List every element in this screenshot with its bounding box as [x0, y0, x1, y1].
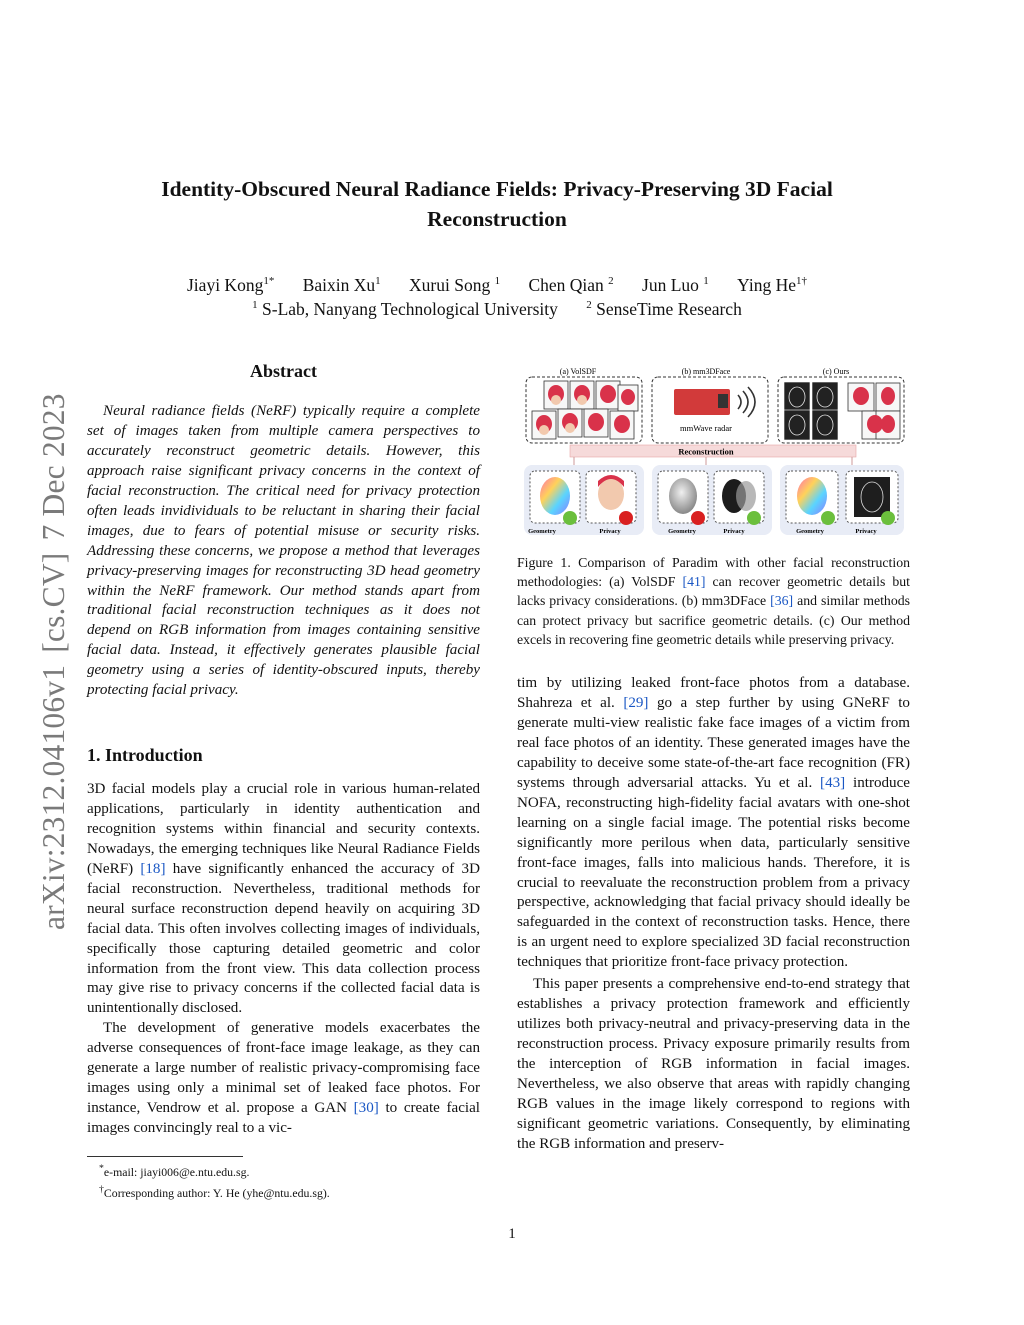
- paper-title: Identity-Obscured Neural Radiance Fields: Privacy-Preserving 3D Facial Reconstruction: [161, 177, 833, 231]
- figure-label-ours: (c) Ours: [822, 367, 850, 376]
- author: Baixin Xu$^1$: [302, 274, 381, 295]
- right-paragraph-2: This paper presents a comprehensive end-to-end strategy that establishes a privacy protection framework and efficiently utilizes both privacy-neutral and privacy-preserving data in the reconstruction process. Privacy exposure primarily results from the interception of RGB information in facial images. Nevertheless, we also observe that areas with rapidly changing RGB values in the image likely correspond to regions with significant geometric variations. Consequently, by eliminating the RGB information and preserv-: [517, 976, 910, 1152]
- figure-label-volsdf: (a) VolSDF: [559, 367, 597, 376]
- citation-link[interactable]: [36]: [770, 593, 794, 609]
- privacy-label: Privacy: [855, 528, 877, 535]
- cross-badge: [691, 511, 705, 525]
- right-paragraph-1: tim by utilizing leaked front-face photos from a database. Shahreza et al. [29] go a step further by using GNeRF to generate multi-view realistic fake face images of a victim from real face photos of an identity. These generated images have the capability to deceive some state-of-the-art face recognition (FR) systems through adversarial attacks. Yu et al. [43] introduce NOFA, reconstructing high-fidelity facial avatars with one-shot learning on a single facial image. The potential risks become significantly more perilous when data, particularly sensitive front-face images, falls into malicious hands. Therefore, it is crucial to reevaluate the reconstruction problem from a privacy perspective, acknowledging that facial privacy should ideally be safeguarded in the context of reconstruction tasks. Hence, there is an urgent need to explore specialized 3D facial reconstruction techniques that prioritize front-face privacy protection.: [517, 675, 911, 971]
- citation-link[interactable]: [29]: [623, 694, 649, 711]
- obscured-face-grid: [784, 382, 838, 440]
- citation-link[interactable]: [30]: [353, 1100, 379, 1117]
- intro-paragraph-2: The development of generative models exacerbates the adverse consequences of front-face image leakage, as they can generate a large number of realistic privacy-compromising face images using only a minimal set of leaked face photos. For instance, Vendrow et al. propose a GAN [30] to create facial images convincingly real to a vic-: [87, 1020, 480, 1137]
- geometry-render: [797, 477, 827, 515]
- geometry-label: Geometry: [668, 528, 696, 535]
- author: Jun Luo $^1$: [642, 274, 709, 295]
- privacy-label: Privacy: [723, 528, 745, 535]
- geometry-render: [540, 477, 570, 515]
- check-badge: [747, 511, 761, 525]
- author: Chen Qian $^2$: [528, 274, 614, 295]
- affiliation: $^1$ S-Lab, Nanyang Technological University: [252, 298, 558, 319]
- check-badge: [881, 511, 895, 525]
- footnote-email: *e-mail: jiayi006@e.ntu.edu.sg.: [99, 1163, 250, 1179]
- introduction-section: [87, 746, 480, 1139]
- citation-link[interactable]: [41]: [682, 574, 706, 590]
- radar-label: mmWave radar: [680, 423, 732, 433]
- figure-1-caption: Figure 1. Comparison of Paradim with other facial reconstruction methodologies: (a) VolSDF [41] can recover geometric details but lacks privacy considerations. (b) mm3DFace [36] and similar methods can protect privacy but sacrifice geometric details. (c) Our method excels in recovering fine geometric details while preserving privacy.: [517, 555, 910, 647]
- abstract-text: Neural radiance fields (NeRF) typically require a complete set of images taken from multiple camera perspectives to accurately reconstruct geometric details. However, this approach raise significant privacy concerns in the context of facial reconstruction. The critical need for privacy protection often leads invidividuals to be reluctant in sharing their facial images, due to fears of potential misuse or security risks. Addressing these concerns, we propose a method that leverages privacy-preserving images for reconstructing 3D head geometry within the NeRF framework. Our method stands apart from traditional facial reconstruction techniques as it does not depend on RGB information from images containing sensitive facial data. Instead, it effectively generates plausible facial geometry using a series of identity-obscured inputs, thereby protecting facial privacy.: [87, 402, 480, 699]
- reconstruction-label: Reconstruction: [678, 446, 734, 457]
- figure-label-mm3dface: (b) mm3DFace: [681, 367, 731, 376]
- arxiv-stamp: [36, 381, 72, 930]
- abstract-section: [87, 362, 480, 701]
- right-column-body: [517, 674, 910, 1155]
- introduction-heading: 1. Introduction: [87, 745, 203, 765]
- arxiv-date: 7 Dec 2023: [36, 393, 71, 541]
- geometry-render: [669, 478, 697, 514]
- geometry-label: Geometry: [528, 528, 556, 535]
- affiliations: [60, 294, 934, 321]
- page-number: 1: [508, 1226, 516, 1242]
- citation-link[interactable]: [18]: [140, 860, 166, 877]
- footnotes: [87, 1160, 480, 1202]
- intro-paragraph-1: 3D facial models play a crucial role in various human-related applications, particularly in identity authentication and recognition systems within financial and security contexts. Nowadays, the emerging techniques like Neural Radiance Fields (NeRF) [18] have significantly enhanced the accuracy of 3D facial reconstruction. Nevertheless, traditional methods for neural surface reconstruction depend heavily on acquiring 3D facial data. This often involves collecting images of individuals, specifically those capturing detailed geometric and color information from the front view. This data collection process may give rise to privacy concerns if the collected facial data is unintentionally disclosed.: [87, 780, 480, 1017]
- privacy-label: Privacy: [599, 528, 621, 535]
- author-list: [60, 270, 934, 297]
- check-badge: [563, 511, 577, 525]
- cross-badge: [619, 511, 633, 525]
- check-badge: [821, 511, 835, 525]
- arxiv-id: arXiv:2312.04106v1: [36, 664, 71, 930]
- affiliation: $^2$ SenseTime Research: [586, 298, 742, 319]
- footnote-rule: [87, 1156, 243, 1157]
- obscured-face: [854, 477, 890, 517]
- author: Ying $He^{1\dagger}$: [737, 274, 807, 295]
- citation-link[interactable]: [43]: [820, 774, 846, 791]
- abstract-heading: Abstract: [250, 361, 317, 381]
- geometry-label: Geometry: [796, 528, 824, 535]
- footnote-corresponding: †Corresponding author: Y. He (yhe@ntu.edu.sg).: [99, 1183, 330, 1200]
- arxiv-category: [cs.CV]: [36, 552, 71, 653]
- figure-1: [518, 363, 910, 538]
- author: Xurui Song $^1$: [409, 274, 501, 295]
- wifi-signal-icon: [738, 387, 755, 417]
- author: Jiayi Kong$^{1*}$: [187, 274, 275, 295]
